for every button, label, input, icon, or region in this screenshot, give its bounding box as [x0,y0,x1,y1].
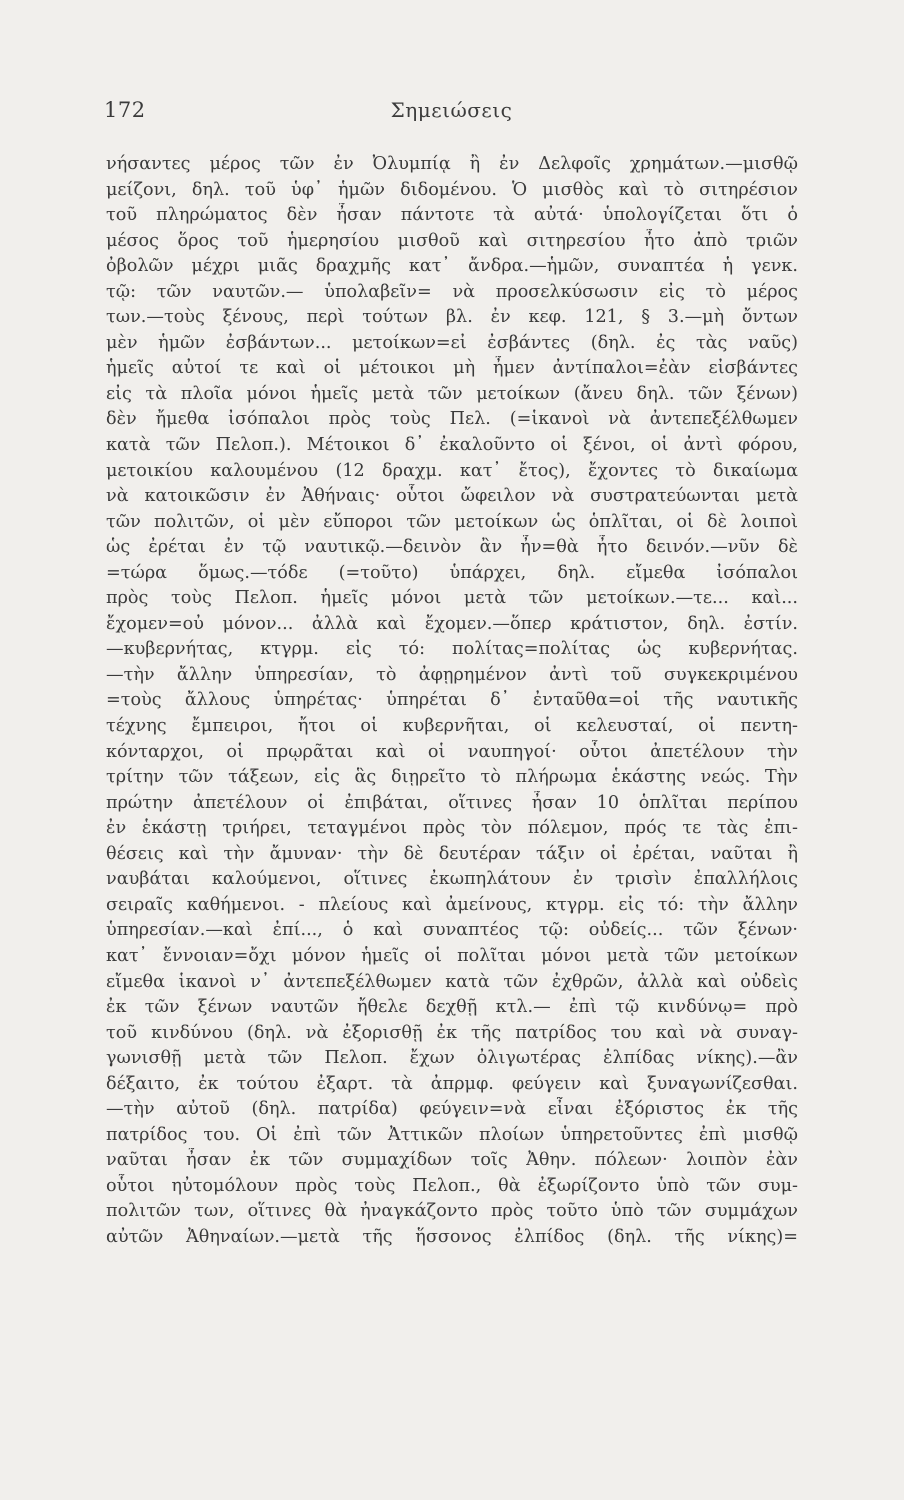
text-line: κατὰ τῶν Πελοπ.). Μέτοικοι δ᾽ ἐκαλοῦντο οἱ ξένοι, οἱ ἀντὶ φόρου, [106,435,798,456]
page-number: 172 [104,98,146,122]
text-line: τέχνης ἔμπειροι, ἤτοι οἱ κυβερνῆται, οἱ κελευσταί, οἱ πεντη- [106,716,798,737]
text-line: νήσαντες μέρος τῶν ἐν Ὀλυμπίᾳ ἢ ἐν Δελφοῖς χρημάτων.—μισθῷ [106,154,798,174]
text-line: ναυβάται καλούμενοι, οἵτινες ἐκωπηλάτουν ἐν τρισὶν ἐπαλλήλοις [106,869,798,890]
text-line: πολιτῶν των, οἵτινες θὰ ἠναγκάζοντο πρὸς τοῦτο ὑπὸ τῶν συμμάχων [106,1201,798,1222]
text-line: ναῦται ἦσαν ἐκ τῶν συμμαχίδων τοῖς Ἀθην. πόλεων· λοιπὸν ἐὰν [106,1150,798,1171]
text-line: =τώρα ὅμως.—τόδε (=τοῦτο) ὑπάρχει, δηλ. εἴμεθα ἰσόπαλοι [106,562,798,583]
text-line: τοῦ πληρώματος δὲν ἦσαν πάντοτε τὰ αὐτά· ὑπολογίζεται ὅτι ὁ [106,205,798,226]
text-line: ἔχομεν=οὐ μόνον... ἀλλὰ καὶ ἔχομεν.—ὅπερ κράτιστον, δηλ. ἐστίν. [106,613,798,634]
text-line: πρὸς τοὺς Πελοπ. ἡμεῖς μόνοι μετὰ τῶν μετοίκων.—τε... καὶ... [106,588,798,609]
text-line: εἰς τὰ πλοῖα μόνοι ἡμεῖς μετὰ τῶν μετοίκων (ἄνευ δηλ. τῶν ξένων) [106,383,798,404]
text-line: αὐτῶν Ἀθηναίων.—μετὰ τῆς ἥσσονος ἐλπίδος (δηλ. τῆς νίκης)= [106,1226,798,1247]
text-line: —τὴν αὐτοῦ (δηλ. πατρίδα) φεύγειν=νὰ εἶναι ἐξόριστος ἐκ τῆς [106,1099,798,1120]
text-line: κόνταρχοι, οἱ πρῳρᾶται καὶ οἱ ναυπηγοί· οὗτοι ἀπετέλουν τὴν [106,741,798,762]
running-title: Σημειώσεις [390,98,513,122]
text-line: πρώτην ἀπετέλουν οἱ ἐπιβάται, οἵτινες ἦσαν 10 ὁπλῖται περίπου [106,792,798,813]
text-line: ἡμεῖς αὐτοί τε καὶ οἱ μέτοικοι μὴ ἦμεν ἀντίπαλοι=ἐὰν εἰσβάντες [106,358,798,379]
text-line: ὑπηρεσίαν.—καὶ ἐπί..., ὁ καὶ συναπτέος τῷ: οὐδείς... τῶν ξένων· [106,920,798,941]
text-line: =τοὺς ἄλλους ὑπηρέτας· ὑπηρέται δ᾽ ἐνταῦθα=οἱ τῆς ναυτικῆς [106,690,798,711]
text-line: θέσεις καὶ τὴν ἄμυναν· τὴν δὲ δευτέραν τάξιν οἱ ἐρέται, ναῦται ἢ [106,843,798,864]
text-line: οὗτοι ηὐτομόλουν πρὸς τοὺς Πελοπ., θὰ ἐξωρίζοντο ὑπὸ τῶν συμ- [106,1175,798,1196]
text-line: —κυβερνήτας, κτγρμ. εἰς τό: πολίτας=πολίτας ὡς κυβερνήτας. [106,639,798,660]
text-line: ἐκ τῶν ξένων ναυτῶν ἤθελε δεχθῇ κτλ.— ἐπὶ τῷ κινδύνῳ= πρὸ [106,997,798,1018]
notes-body-text [106,152,798,1251]
text-line: ὀβολῶν μέχρι μιᾶς δραχμῆς κατ᾽ ἄνδρα.—ἡμῶν, συναπτέα ἡ γενκ. [106,256,798,277]
text-line: πατρίδος του. Οἱ ἐπὶ τῶν Ἀττικῶν πλοίων ὑπηρετοῦντες ἐπὶ μισθῷ [106,1124,798,1145]
text-line: σειραῖς καθήμενοι. - πλείους καὶ ἀμείνους, κτγρμ. εἰς τό: τὴν ἄλλην [106,894,798,915]
text-line: τοῦ κινδύνου (δηλ. νὰ ἐξορισθῇ ἐκ τῆς πατρίδος του καὶ νὰ συναγ- [106,1022,798,1043]
text-line: τρίτην τῶν τάξεων, εἰς ἃς διῃρεῖτο τὸ πλήρωμα ἑκάστης νεώς. Τὴν [106,767,798,788]
text-line: δέξαιτο, ἐκ τούτου ἐξαρτ. τὰ ἀπρμφ. φεύγειν καὶ ξυναγωνίζεσθαι. [106,1073,798,1094]
text-line: ἐν ἑκάστῃ τριήρει, τεταγμένοι πρὸς τὸν πόλεμον, πρός τε τὰς ἐπι- [106,818,798,839]
text-line: μέσος ὅρος τοῦ ἡμερησίου μισθοῦ καὶ σιτηρεσίου ἦτο ἀπὸ τριῶν [106,230,798,251]
text-line: —τὴν ἄλλην ὑπηρεσίαν, τὸ ἀφῃρημένον ἀντὶ τοῦ συγκεκριμένου [106,664,798,685]
text-line: μὲν ἡμῶν ἐσβάντων... μετοίκων=εἰ ἐσβάντες (δηλ. ἐς τὰς ναῦς) [106,332,798,353]
text-line: νὰ κατοικῶσιν ἐν Ἀθήναις· οὗτοι ὤφειλον νὰ συστρατεύωνται μετὰ [106,486,798,507]
text-line: τῷ: τῶν ναυτῶν.— ὑπολαβεῖν= νὰ προσελκύσωσιν εἰς τὸ μέρος [106,281,798,302]
text-line: των.—τοὺς ξένους, περὶ τούτων βλ. ἐν κεφ. 121, § 3.—μὴ ὄντων [106,307,798,328]
text-line: εἴμεθα ἱκανοὶ ν᾽ ἀντεπεξέλθωμεν κατὰ τῶν ἐχθρῶν, ἀλλὰ καὶ οὐδεὶς [106,971,798,992]
text-line: τῶν πολιτῶν, οἱ μὲν εὔποροι τῶν μετοίκων ὡς ὁπλῖται, οἱ δὲ λοιποὶ [106,511,798,532]
text-line: κατ᾽ ἔννοιαν=ὄχι μόνον ἡμεῖς οἱ πολῖται μόνοι μετὰ τῶν μετοίκων [106,945,798,966]
text-line: γωνισθῇ μετὰ τῶν Πελοπ. ἔχων ὀλιγωτέρας ἐλπίδας νίκης).—ἂν [106,1048,798,1069]
text-line: μετοικίου καλουμένου (12 δραχμ. κατ᾽ ἔτος), ἔχοντες τὸ δικαίωμα [106,460,798,481]
page-header [104,98,799,132]
text-line: ὡς ἐρέται ἐν τῷ ναυτικῷ.—δεινὸν ἂν ἦν=θὰ ἦτο δεινόν.—νῦν δὲ [106,537,798,558]
text-line: μείζονι, δηλ. τοῦ ὑφ᾽ ἡμῶν διδομένου. Ὁ μισθὸς καὶ τὸ σιτηρέσιον [106,179,798,200]
text-line: δὲν ἤμεθα ἰσόπαλοι πρὸς τοὺς Πελ. (=ἱκανοὶ νὰ ἀντεπεξέλθωμεν [106,409,798,430]
